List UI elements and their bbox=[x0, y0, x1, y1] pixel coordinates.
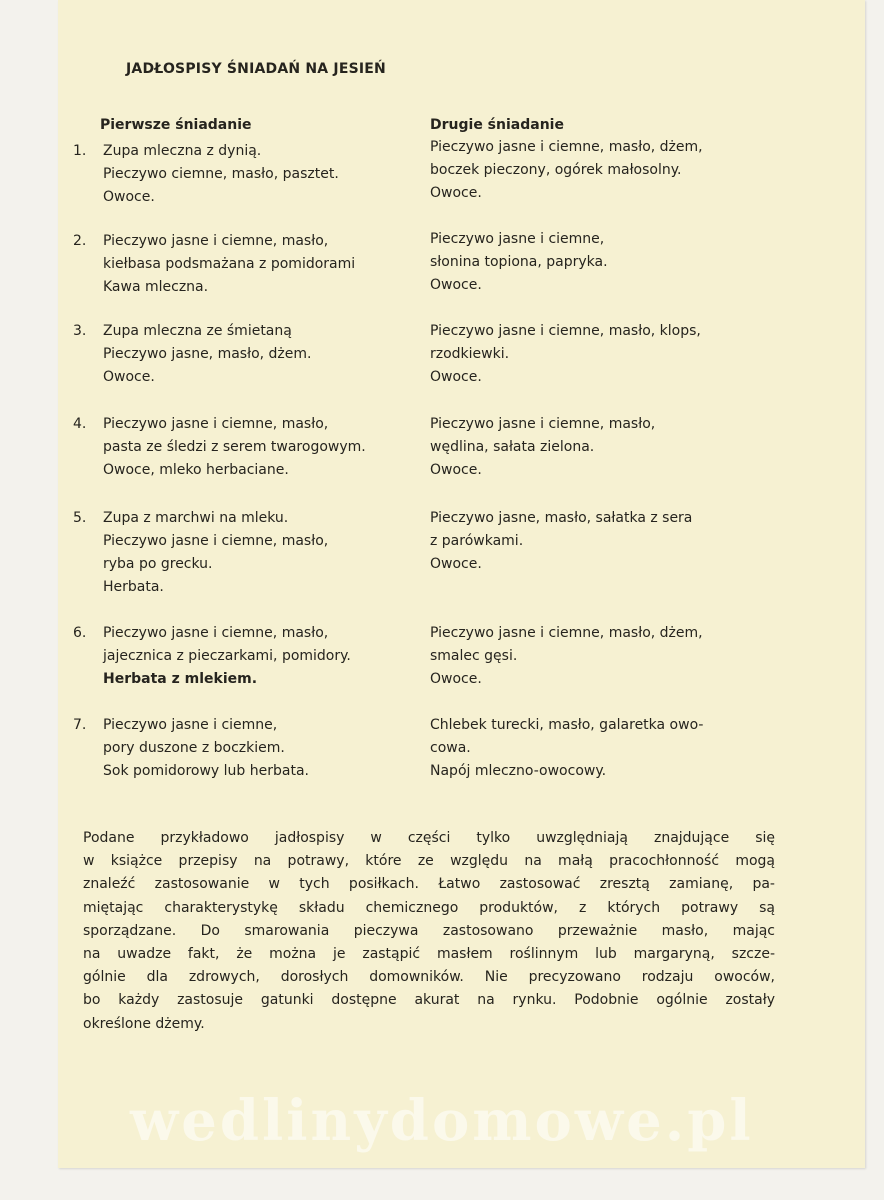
first-breakfast-1 bbox=[103, 140, 339, 209]
menu-line: Pieczywo jasne i ciemne, bbox=[103, 717, 278, 733]
second-breakfast-5 bbox=[430, 507, 692, 576]
paragraph-line: sporządzane. Do smarowania pieczywa zastosowano przeważnie masło, mając bbox=[83, 922, 775, 939]
paragraph-line: na uwadze fakt, że można je zastąpić masłem roślinnym lub margaryną, szcze- bbox=[83, 946, 775, 963]
first-breakfast-7 bbox=[103, 714, 309, 783]
menu-number: 2. bbox=[73, 233, 87, 249]
menu-line: Pieczywo jasne i ciemne, masło, bbox=[103, 416, 329, 432]
menu-line: kiełbasa podsmażana z pomidorami bbox=[103, 256, 356, 272]
menu-line: Owoce. bbox=[430, 369, 482, 385]
second-breakfast-3 bbox=[430, 320, 701, 389]
menu-line: Pieczywo jasne, masło, sałatka z sera bbox=[430, 510, 693, 526]
menu-line: Owoce. bbox=[430, 462, 482, 478]
menu-line: boczek pieczony, ogórek małosolny. bbox=[430, 162, 682, 178]
menu-line: Zupa mleczna z dynią. bbox=[103, 143, 262, 159]
menu-line: jajecznica z pieczarkami, pomidory. bbox=[103, 648, 351, 664]
menu-line: Chlebek turecki, masło, galaretka owo- bbox=[430, 717, 704, 733]
menu-line: Owoce. bbox=[430, 185, 482, 201]
paragraph-line: miętając charakterystykę składu chemicznego produktów, z których potrawy są bbox=[83, 899, 775, 916]
menu-line: Owoce. bbox=[103, 369, 155, 385]
paragraph-line: gólnie dla zdrowych, dorosłych domowników. Nie precyzowano rodzaju owoców, bbox=[83, 969, 775, 986]
menu-line: Pieczywo jasne i ciemne, masło, bbox=[430, 416, 656, 432]
menu-line: z parówkami. bbox=[430, 533, 524, 549]
menu-line: Napój mleczno-owocowy. bbox=[430, 763, 607, 779]
first-breakfast-2 bbox=[103, 230, 355, 299]
menu-line: Owoce. bbox=[430, 277, 482, 293]
menu-line: cowa. bbox=[430, 740, 471, 756]
menu-line: smalec gęsi. bbox=[430, 648, 518, 664]
second-breakfast-4 bbox=[430, 413, 655, 482]
menu-line: pory duszone z boczkiem. bbox=[103, 740, 285, 756]
second-breakfast-6 bbox=[430, 622, 703, 691]
menu-line: rzodkiewki. bbox=[430, 346, 510, 362]
watermark: wedlinydomowe.pl bbox=[130, 1088, 754, 1154]
menu-line: Pieczywo jasne i ciemne, masło, klops, bbox=[430, 323, 701, 339]
menu-line: Herbata. bbox=[103, 579, 164, 595]
menu-line: Zupa z marchwi na mleku. bbox=[103, 510, 289, 526]
menu-line: ryba po grecku. bbox=[103, 556, 213, 572]
menu-number: 5. bbox=[73, 510, 87, 526]
menu-line: Pieczywo ciemne, masło, pasztet. bbox=[103, 166, 339, 182]
first-breakfast-3 bbox=[103, 320, 311, 389]
menu-number: 6. bbox=[73, 625, 87, 641]
menu-line: Zupa mleczna ze śmietaną bbox=[103, 323, 292, 339]
menu-line: słonina topiona, papryka. bbox=[430, 254, 608, 270]
second-breakfast-2 bbox=[430, 228, 608, 297]
menu-line: Owoce. bbox=[103, 189, 155, 205]
menu-line: Sok pomidorowy lub herbata. bbox=[103, 763, 309, 779]
first-breakfast-5 bbox=[103, 507, 328, 599]
menu-number: 7. bbox=[73, 717, 87, 733]
menu-line: pasta ze śledzi z serem twarogowym. bbox=[103, 439, 366, 455]
second-breakfast-1 bbox=[430, 136, 703, 205]
menu-line: Pieczywo jasne i ciemne, masło, dżem, bbox=[430, 139, 703, 155]
menu-line: Pieczywo jasne, masło, dżem. bbox=[103, 346, 312, 362]
menu-line: Pieczywo jasne i ciemne, masło, dżem, bbox=[430, 625, 703, 641]
menu-line: Kawa mleczna. bbox=[103, 279, 209, 295]
menu-line: Owoce. bbox=[430, 556, 482, 572]
paragraph-line: określone dżemy. bbox=[83, 1015, 205, 1032]
paragraph-line: bo każdy zastosuje gatunki dostępne akurat na rynku. Podobnie ogólnie zostały bbox=[83, 992, 775, 1009]
first-breakfast-6 bbox=[103, 622, 351, 691]
document-page bbox=[58, 0, 865, 1168]
explanatory-paragraph bbox=[83, 827, 775, 1036]
menu-line: Herbata z mlekiem. bbox=[103, 671, 258, 687]
menu-line: Owoce. bbox=[430, 671, 482, 687]
paragraph-line: Podane przykładowo jadłospisy w części tylko uwzględniają znajdujące się bbox=[83, 830, 775, 846]
menu-line: Owoce, mleko herbaciane. bbox=[103, 462, 289, 478]
menu-number: 4. bbox=[73, 416, 87, 432]
menu-line: wędlina, sałata zielona. bbox=[430, 439, 595, 455]
menu-line: Pieczywo jasne i ciemne, bbox=[430, 231, 605, 247]
menu-line: Pieczywo jasne i ciemne, masło, bbox=[103, 625, 329, 641]
second-breakfast-heading: Drugie śniadanie bbox=[430, 117, 564, 133]
menu-line: Pieczywo jasne i ciemne, masło, bbox=[103, 233, 329, 249]
first-breakfast-4 bbox=[103, 413, 366, 482]
first-breakfast-heading: Pierwsze śniadanie bbox=[100, 117, 252, 133]
menu-number: 3. bbox=[73, 323, 87, 339]
page-title: JADŁOSPISY ŚNIADAŃ NA JESIEŃ bbox=[126, 61, 386, 77]
menu-number: 1. bbox=[73, 143, 87, 159]
menu-line: Pieczywo jasne i ciemne, masło, bbox=[103, 533, 329, 549]
second-breakfast-7 bbox=[430, 714, 703, 783]
paragraph-line: znaleźć zastosowanie w tych posiłkach. Łatwo zastosować zresztą zamianę, pa- bbox=[83, 876, 775, 893]
paragraph-line: w książce przepisy na potrawy, które ze względu na małą pracochłonność mogą bbox=[83, 853, 775, 870]
